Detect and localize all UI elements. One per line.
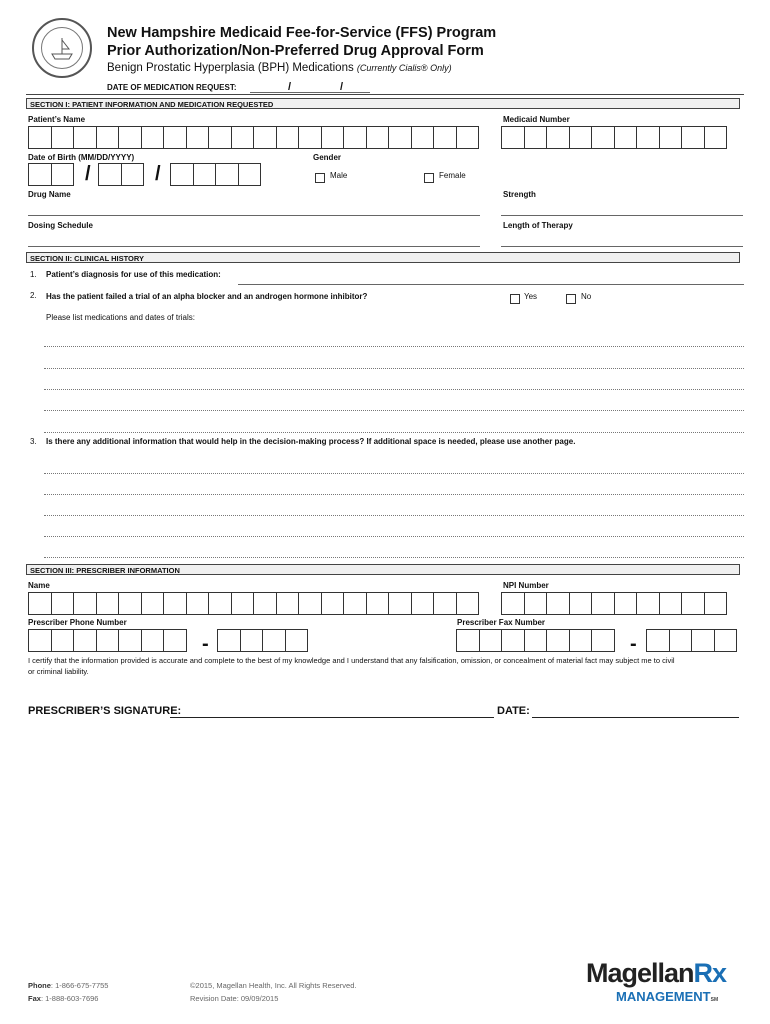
form-subtitle: Benign Prostatic Hyperplasia (BPH) Medications (Currently Cialis® Only) (107, 62, 452, 74)
male-label: Male (330, 171, 348, 180)
char-box[interactable] (118, 592, 142, 615)
section-2-heading: SECTION II: CLINICAL HISTORY (26, 252, 740, 263)
char-box[interactable] (659, 592, 683, 615)
drug-name-field[interactable] (28, 215, 480, 216)
signature-field[interactable] (170, 717, 494, 718)
certification-line-1: I certify that the information provided is accurate and complete to the best of my knowledge and I understand that any falsification, omission, or concealment of material fact may subject me to civil (28, 656, 675, 665)
form-title-line2: Prior Authorization/Non-Preferred Drug Approval Form (107, 43, 484, 59)
char-box[interactable] (614, 592, 638, 615)
phone-area-boxes[interactable] (28, 629, 187, 652)
certification-line-2: or criminal liability. (28, 667, 89, 676)
char-box[interactable] (591, 629, 615, 652)
length-of-therapy-field[interactable] (501, 246, 743, 247)
char-box[interactable] (231, 126, 255, 149)
char-box[interactable] (501, 126, 525, 149)
char-box[interactable] (366, 592, 390, 615)
char-box[interactable] (193, 163, 217, 186)
char-box[interactable] (28, 126, 52, 149)
char-box[interactable] (262, 629, 286, 652)
char-box[interactable] (343, 126, 367, 149)
info-line-5[interactable] (44, 557, 744, 558)
char-box[interactable] (646, 629, 670, 652)
dosing-schedule-label: Dosing Schedule (28, 221, 93, 230)
trial-line-4[interactable] (44, 410, 744, 411)
char-box[interactable] (186, 592, 210, 615)
char-box[interactable] (456, 592, 480, 615)
char-box[interactable] (614, 126, 638, 149)
char-box[interactable] (98, 163, 122, 186)
char-box[interactable] (321, 592, 345, 615)
char-box[interactable] (285, 629, 309, 652)
char-box[interactable] (73, 126, 97, 149)
char-box[interactable] (681, 592, 705, 615)
char-box[interactable] (28, 629, 52, 652)
char-box[interactable] (669, 629, 693, 652)
fax-dash: - (630, 633, 637, 655)
char-box[interactable] (569, 126, 593, 149)
q1-label: Patient’s diagnosis for use of this medication: (46, 270, 221, 279)
char-box[interactable] (433, 126, 457, 149)
char-box[interactable] (51, 163, 75, 186)
char-box[interactable] (28, 592, 52, 615)
char-box[interactable] (276, 592, 300, 615)
phone-dash: - (202, 633, 209, 655)
prescriber-phone-label: Prescriber Phone Number (28, 618, 127, 627)
patient-name-boxes[interactable] (28, 126, 479, 149)
char-box[interactable] (96, 126, 120, 149)
char-box[interactable] (388, 126, 412, 149)
dob-slash-2: / (155, 163, 161, 185)
dob-day-boxes[interactable] (98, 163, 144, 186)
date-field[interactable] (532, 717, 739, 718)
char-box[interactable] (208, 126, 232, 149)
patient-name-label: Patient’s Name (28, 115, 86, 124)
char-box[interactable] (73, 592, 97, 615)
date-label: DATE: (497, 705, 530, 717)
char-box[interactable] (343, 592, 367, 615)
char-box[interactable] (591, 592, 615, 615)
char-box[interactable] (118, 126, 142, 149)
char-box[interactable] (569, 592, 593, 615)
char-box[interactable] (691, 629, 715, 652)
char-box[interactable] (546, 592, 570, 615)
char-box[interactable] (163, 592, 187, 615)
char-box[interactable] (96, 629, 120, 652)
npi-number-boxes[interactable] (501, 592, 727, 615)
char-box[interactable] (524, 629, 548, 652)
char-box[interactable] (141, 592, 165, 615)
q1-number: 1. (30, 270, 37, 279)
phone-number-boxes[interactable] (217, 629, 308, 652)
date-request-label: DATE OF MEDICATION REQUEST: (107, 83, 237, 92)
char-box[interactable] (298, 126, 322, 149)
gender-label: Gender (313, 153, 342, 162)
medicaid-number-boxes[interactable] (501, 126, 727, 149)
char-box[interactable] (479, 629, 503, 652)
char-box[interactable] (240, 629, 264, 652)
strength-field[interactable] (501, 215, 743, 216)
char-box[interactable] (141, 629, 165, 652)
char-box[interactable] (141, 126, 165, 149)
copyright-text: ©2015, Magellan Health, Inc. All Rights Reserved. (190, 981, 357, 990)
char-box[interactable] (546, 629, 570, 652)
char-box[interactable] (681, 126, 705, 149)
char-box[interactable] (411, 126, 435, 149)
char-box[interactable] (636, 592, 660, 615)
date-request-field[interactable] (250, 92, 370, 93)
info-line-4[interactable] (44, 536, 744, 537)
prescriber-name-boxes[interactable] (28, 592, 479, 615)
form-title-line1: New Hampshire Medicaid Fee-for-Service (FFS) Program (107, 25, 497, 41)
char-box[interactable] (659, 126, 683, 149)
state-seal-icon (32, 18, 92, 78)
char-box[interactable] (163, 629, 187, 652)
char-box[interactable] (253, 592, 277, 615)
char-box[interactable] (231, 592, 255, 615)
char-box[interactable] (118, 629, 142, 652)
dob-label: Date of Birth (MM/DD/YYYY) (28, 153, 135, 162)
prescriber-name-label: Name (28, 581, 50, 590)
dob-year-boxes[interactable] (170, 163, 261, 186)
char-box[interactable] (524, 126, 548, 149)
char-box[interactable] (96, 592, 120, 615)
char-box[interactable] (186, 126, 210, 149)
char-box[interactable] (276, 126, 300, 149)
q2-label: Has the patient failed a trial of an alpha blocker and an androgen hormone inhibitor? (46, 292, 368, 301)
trial-line-2[interactable] (44, 368, 744, 369)
trial-line-3[interactable] (44, 389, 744, 390)
prescriber-fax-label: Prescriber Fax Number (457, 618, 546, 627)
footer-phone: Phone: 1-866-675-7755 (28, 981, 109, 990)
dob-month-boxes[interactable] (28, 163, 74, 186)
char-box[interactable] (591, 126, 615, 149)
char-box[interactable] (456, 629, 480, 652)
char-box[interactable] (501, 592, 525, 615)
divider (26, 94, 744, 95)
char-box[interactable] (170, 163, 194, 186)
yes-label: Yes (524, 292, 538, 301)
char-box[interactable] (704, 126, 728, 149)
trial-line-5[interactable] (44, 432, 744, 433)
dob-slash-1: / (85, 163, 91, 185)
q3-number: 3. (30, 437, 37, 446)
char-box[interactable] (714, 629, 738, 652)
dosing-schedule-field[interactable] (28, 246, 480, 247)
section-1-heading: SECTION I: PATIENT INFORMATION AND MEDICATION REQUESTED (26, 98, 740, 109)
char-box[interactable] (238, 163, 262, 186)
fax-area-boxes[interactable] (456, 629, 615, 652)
char-box[interactable] (636, 126, 660, 149)
char-box[interactable] (73, 629, 97, 652)
char-box[interactable] (28, 163, 52, 186)
section-3-heading: SECTION III: PRESCRIBER INFORMATION (26, 564, 740, 575)
strength-label: Strength (503, 190, 536, 199)
char-box[interactable] (298, 592, 322, 615)
char-box[interactable] (163, 126, 187, 149)
info-line-2[interactable] (44, 494, 744, 495)
char-box[interactable] (501, 629, 525, 652)
char-box[interactable] (51, 592, 75, 615)
char-box[interactable] (524, 592, 548, 615)
subtitle-note: (Currently Cialis® Only) (356, 63, 452, 73)
char-box[interactable] (569, 629, 593, 652)
trial-line-1[interactable] (44, 346, 744, 347)
female-label: Female (439, 171, 466, 180)
footer-fax: Fax: 1-888-603-7696 (28, 994, 99, 1003)
char-box[interactable] (433, 592, 457, 615)
fax-number-boxes[interactable] (646, 629, 737, 652)
date-request-slash-1: / (288, 81, 292, 93)
info-line-1[interactable] (44, 473, 744, 474)
q2-sub-label: Please list medications and dates of trials: (46, 313, 195, 322)
char-box[interactable] (208, 592, 232, 615)
char-box[interactable] (51, 629, 75, 652)
drug-name-label: Drug Name (28, 190, 71, 199)
no-checkbox[interactable] (566, 290, 576, 308)
yes-checkbox[interactable] (510, 290, 520, 308)
char-box[interactable] (546, 126, 570, 149)
medicaid-number-label: Medicaid Number (503, 115, 570, 124)
revision-date: Revision Date: 09/09/2015 (190, 994, 279, 1003)
length-of-therapy-label: Length of Therapy (503, 221, 573, 230)
male-checkbox[interactable] (315, 169, 325, 187)
date-request-slash-2: / (340, 81, 344, 93)
management-logo-text: MANAGEMENTSM (616, 989, 719, 1004)
char-box[interactable] (388, 592, 412, 615)
char-box[interactable] (253, 126, 277, 149)
char-box[interactable] (321, 126, 345, 149)
q2-number: 2. (30, 291, 37, 300)
char-box[interactable] (215, 163, 239, 186)
char-box[interactable] (456, 126, 480, 149)
signature-label: PRESCRIBER’S SIGNATURE: (28, 705, 182, 717)
q3-label: Is there any additional information that would help in the decision-making process? If additional space is needed, please use another page. (46, 437, 576, 446)
npi-number-label: NPI Number (503, 581, 549, 590)
char-box[interactable] (366, 126, 390, 149)
magellan-rx-logo: MagellanRx (586, 958, 727, 988)
no-label: No (581, 292, 592, 301)
female-checkbox[interactable] (424, 169, 434, 187)
char-box[interactable] (121, 163, 145, 186)
char-box[interactable] (704, 592, 728, 615)
char-box[interactable] (217, 629, 241, 652)
char-box[interactable] (411, 592, 435, 615)
char-box[interactable] (51, 126, 75, 149)
info-line-3[interactable] (44, 515, 744, 516)
diagnosis-field[interactable] (238, 284, 744, 285)
